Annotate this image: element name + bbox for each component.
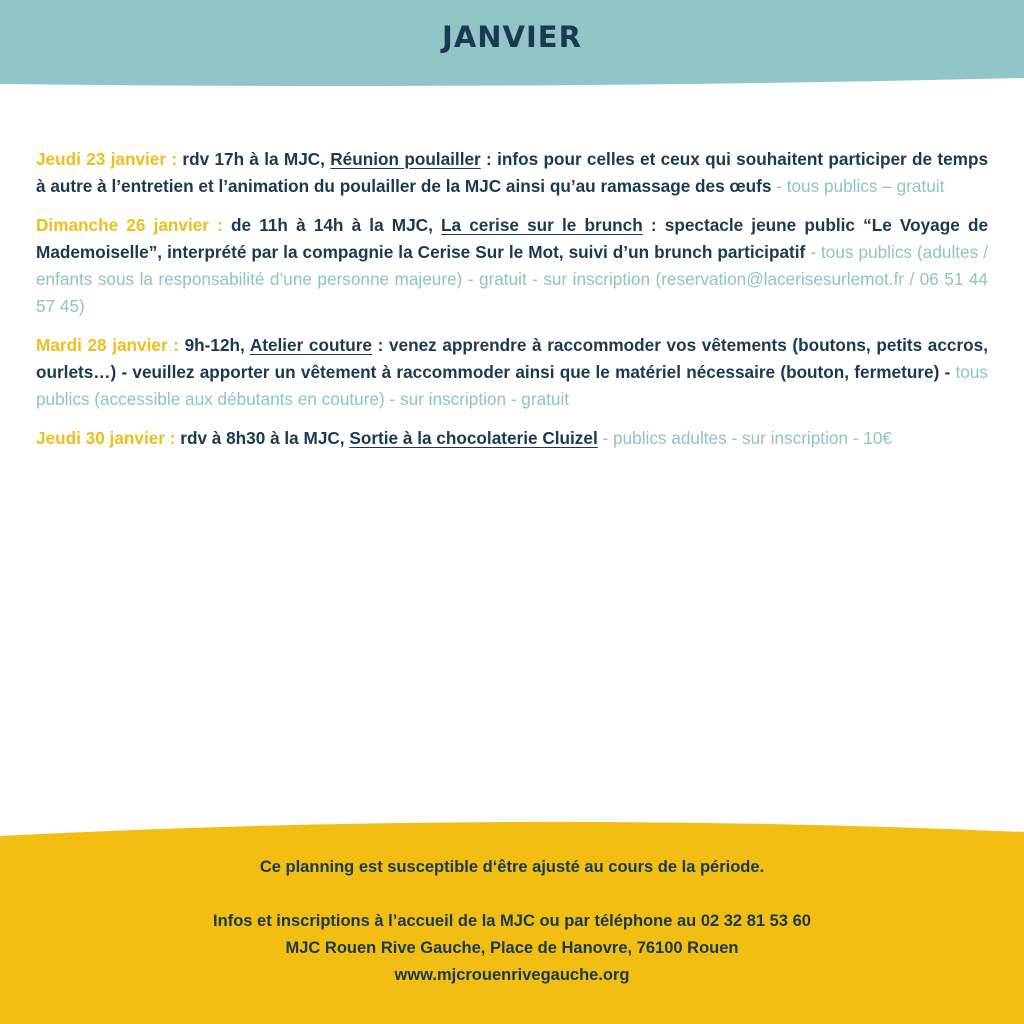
event-description: : infos pour celles et ceux qui souhaitent participer de temps à autre à l’entretien et l’animation du poulailler de la MJC ainsi qu’au ramassage des œufs: [36, 149, 989, 196]
event-date: Jeudi 23 janvier :: [36, 149, 178, 169]
event-description: : spectacle jeune public “Le Voyage de Mademoiselle”, interprété par la compagnie la Cerise Sur le Mot, suivi d’un brunch participatif: [36, 215, 989, 262]
event-title-link[interactable]: Réunion poulailler: [330, 149, 481, 169]
event-title-link[interactable]: La cerise sur le brunch: [441, 215, 643, 235]
event-time-place: 9h-12h,: [184, 335, 245, 355]
event-audience: tous publics (accessible aux débutants en couture) - sur inscription - gratuit: [36, 362, 988, 409]
footer-info: [0, 854, 1024, 989]
event-time-place: rdv 17h à la MJC,: [182, 149, 325, 169]
website-link[interactable]: www.mjcrouenrivegauche.org: [394, 966, 630, 984]
event-description: : venez apprendre à raccommoder vos vêtements (boutons, petits accros, ourlets…) - veuillez apporter un vêtement à raccommoder ainsi que le matériel nécessaire (bouton, fermeture) -: [36, 335, 989, 382]
address: MJC Rouen Rive Gauche, Place de Hanovre, 76100 Rouen: [285, 939, 739, 957]
event-title-link[interactable]: Sortie à la chocolaterie Cluizel: [349, 428, 598, 448]
event-item: [36, 425, 988, 452]
event-date: Mardi 28 janvier :: [36, 335, 179, 355]
planning-notice: Ce planning est susceptible d‘être ajusté au cours de la période.: [259, 858, 765, 876]
event-date: Jeudi 30 janvier :: [36, 428, 176, 448]
page-title: JANVIER: [442, 20, 582, 54]
event-title-link[interactable]: Atelier couture: [249, 335, 372, 355]
event-audience: - tous publics – gratuit: [776, 176, 945, 196]
event-audience: - publics adultes - sur inscription - 10€: [602, 428, 892, 448]
event-date: Dimanche 26 janvier :: [36, 215, 223, 235]
event-list: [36, 146, 988, 464]
event-time-place: de 11h à 14h à la MJC,: [231, 215, 433, 235]
event-item: [36, 332, 988, 413]
event-audience: - tous publics (adultes / enfants sous la responsabilité d’une personne majeure) - gratuit - sur inscription (reservation@lacerisesurlemot.fr / 06 51 44 57 45): [36, 242, 988, 316]
contact-info: Infos et inscriptions à l’accueil de la MJC ou par téléphone au 02 32 81 53 60: [213, 912, 811, 930]
event-time-place: rdv à 8h30 à la MJC,: [180, 428, 345, 448]
event-item: [36, 212, 988, 320]
event-item: [36, 146, 988, 200]
